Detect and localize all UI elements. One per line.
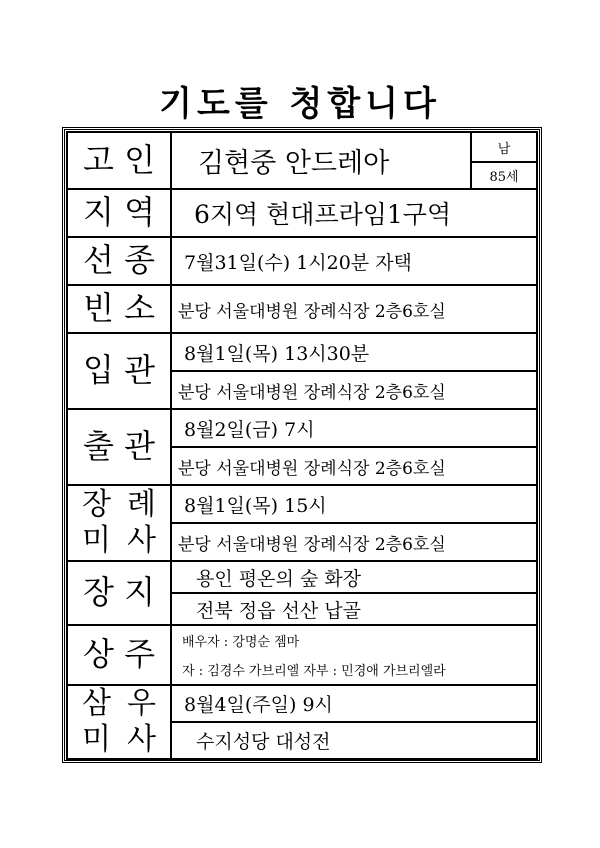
funeral-mass-label: 장 례 미 사	[67, 485, 171, 561]
row-encoffin	[67, 333, 537, 371]
funeral-notice-table	[66, 131, 538, 760]
row-burial	[67, 561, 537, 593]
row-death	[67, 237, 537, 285]
encoffin-label: 입 관	[67, 333, 171, 409]
burial-line2: 전북 정읍 선산 납골	[171, 593, 537, 625]
mortuary-label: 빈 소	[67, 285, 171, 333]
third-day-mass-place: 수지성당 대성전	[171, 722, 537, 759]
departure-label: 출 관	[67, 409, 171, 485]
row-deceased	[67, 132, 537, 162]
third-day-mass-label: 삼 우 미 사	[67, 685, 171, 759]
third-day-mass-datetime: 8월4일(주일) 9시	[171, 685, 537, 722]
deceased-name: 김현중 안드레아	[171, 132, 471, 189]
deceased-gender: 남	[471, 132, 537, 162]
region-label: 지 역	[67, 189, 171, 237]
mourners-label: 상 주	[67, 625, 171, 685]
deceased-age: 85세	[471, 162, 537, 189]
burial-line1: 용인 평온의 숲 화장	[171, 561, 537, 593]
row-funeral-mass	[67, 485, 537, 523]
death-label: 선 종	[67, 237, 171, 285]
row-mortuary	[67, 285, 537, 333]
encoffin-place: 분당 서울대병원 장례식장 2층6호실	[171, 371, 537, 409]
departure-place: 분당 서울대병원 장례식장 2층6호실	[171, 447, 537, 485]
burial-label: 장 지	[67, 561, 171, 625]
mortuary-value: 분당 서울대병원 장례식장 2층6호실	[171, 285, 537, 333]
funeral-mass-datetime: 8월1일(목) 15시	[171, 485, 537, 523]
death-value: 7월31일(수) 1시20분 자택	[171, 237, 537, 285]
departure-datetime: 8월2일(금) 7시	[171, 409, 537, 447]
region-value: 6지역 현대프라임1구역	[171, 189, 537, 237]
encoffin-datetime: 8월1일(목) 13시30분	[171, 333, 537, 371]
row-region	[67, 189, 537, 237]
row-third-day-mass	[67, 685, 537, 722]
row-mourners	[67, 625, 537, 655]
deceased-label: 고 인	[67, 132, 171, 189]
mourners-children: 자 : 김경수 가브리엘 자부 : 민경애 가브리엘라	[171, 655, 537, 685]
page-title: 기도를 청합니다	[159, 84, 441, 124]
funeral-mass-place: 분당 서울대병원 장례식장 2층6호실	[171, 523, 537, 561]
mourners-spouse: 배우자 : 강명순 젬마	[171, 625, 537, 655]
row-departure	[67, 409, 537, 447]
